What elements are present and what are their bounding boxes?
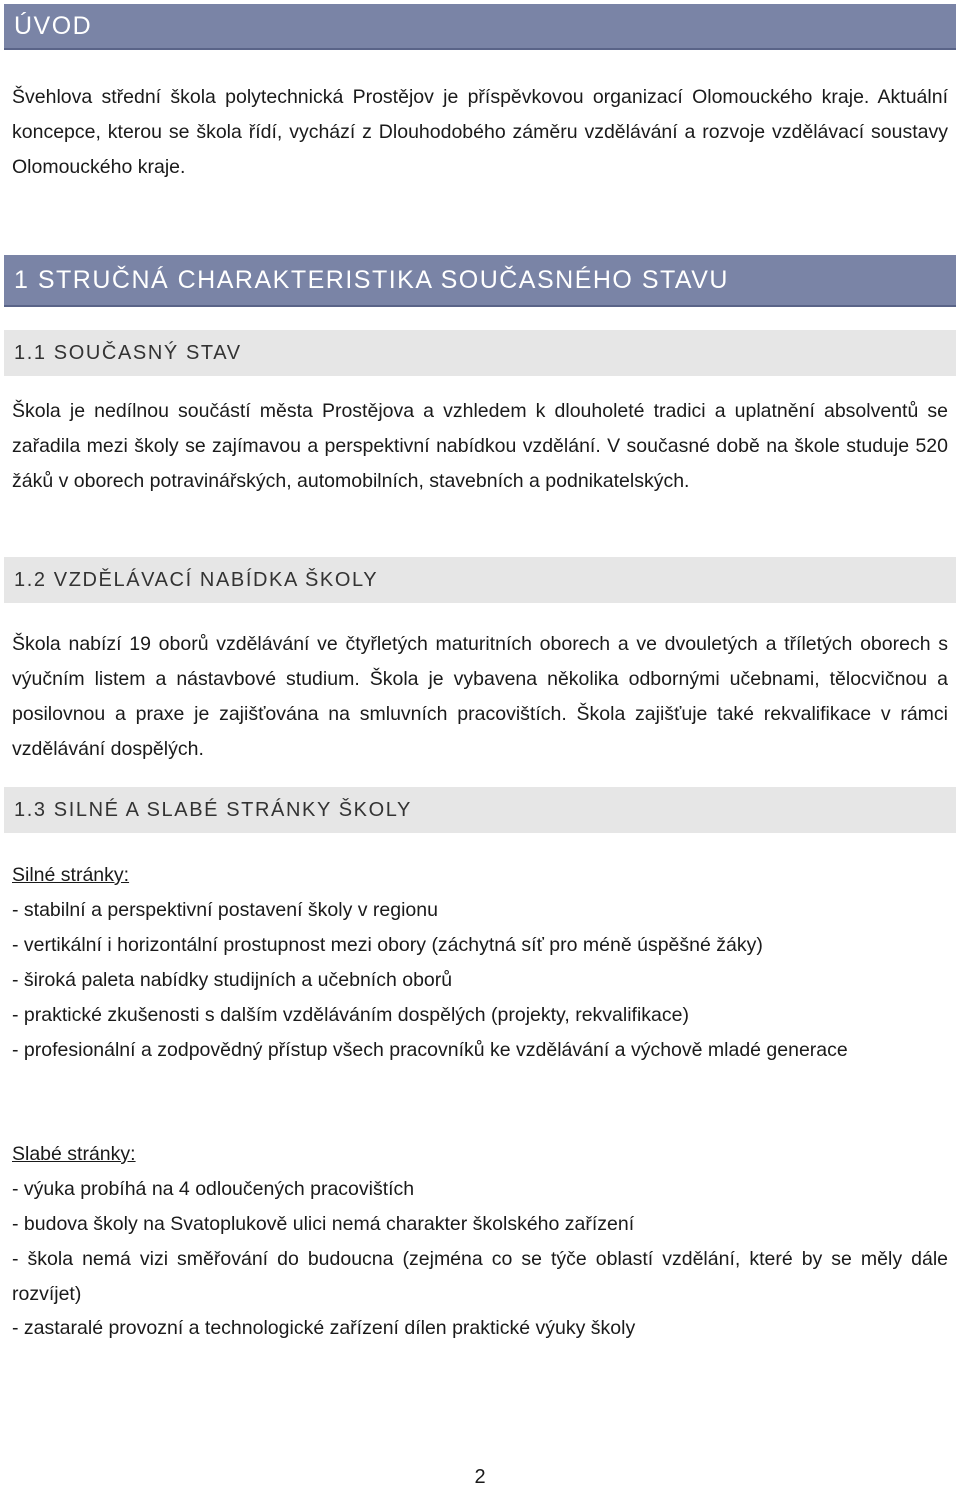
intro-heading: ÚVOD — [14, 11, 93, 40]
section-1-2-paragraph: Škola nabízí 19 oborů vzdělávání ve čtyřletých maturitních oborech a ve dvouletých a tříletých oborech s výučním listem a nástavbové studium. Škola je vybavena několika odbornými učebnami, tělocvičnou a posilovnou a praxe je zajišťována na smluvních pracovištích. Škola zajišťuje také rekvalifikace v rámci vzdělávání dospělých. — [12, 633, 948, 760]
section-1-2-heading: 1.2 VZDĚLÁVACÍ NABÍDKA ŠKOLY — [14, 568, 379, 591]
section-1-2-banner — [4, 557, 956, 603]
chapter-1-banner — [4, 255, 956, 307]
section-1-1-heading: 1.1 SOUČASNÝ STAV — [14, 341, 242, 364]
section-1-3-heading: 1.3 SILNÉ A SLABÉ STRÁNKY ŠKOLY — [14, 798, 412, 821]
weakness-item: - budova školy na Svatoplukově ulici nemá charakter školského zařízení — [12, 1213, 635, 1235]
strength-item: - stabilní a perspektivní postavení školy v regionu — [12, 899, 438, 921]
strength-item: - profesionální a zodpovědný přístup všech pracovníků ke vzdělávání a výchově mladé generace — [12, 1039, 848, 1061]
section-1-1-paragraph: Škola je nedílnou součástí města Prostějova a vzhledem k dlouholeté tradici a uplatnění absolventů se zařadila mezi školy se zajímavou a perspektivní nabídkou vzdělání. V současné době na škole studuje 520 žáků v oborech potravinářských, automobilních, stavebních a podnikatelských. — [12, 400, 948, 492]
strengths-label: Silné stránky: — [12, 864, 130, 886]
intro-banner — [4, 4, 956, 50]
weakness-item: - výuka probíhá na 4 odloučených pracovištích — [12, 1178, 415, 1200]
section-1-1-banner — [4, 330, 956, 376]
chapter-1-heading: 1 STRUČNÁ CHARAKTERISTIKA SOUČASNÉHO STAVU — [14, 265, 729, 294]
strength-item: - praktické zkušenosti s dalším vzděláváním dospělých (projekty, rekvalifikace) — [12, 1004, 689, 1026]
weakness-item: - zastaralé provozní a technologické zařízení dílen praktické výuky školy — [12, 1317, 636, 1339]
strength-item: - široká paleta nabídky studijních a učebních oborů — [12, 969, 453, 991]
intro-paragraph: Švehlova střední škola polytechnická Prostějov je příspěvkovou organizací Olomouckého kraje. Aktuální koncepce, kterou se škola řídí, vychází z Dlouhodobého záměru vzdělávání a rozvoje vzdělávací soustavy Olomouckého kraje. — [12, 86, 948, 178]
weakness-item: - škola nemá vizi směřování do budoucna (zejména co se týče oblastí vzdělání, které by se měly dále rozvíjet) — [12, 1248, 948, 1305]
page-number: 2 — [474, 1466, 486, 1488]
section-1-3-banner — [4, 787, 956, 833]
weaknesses-label: Slabé stránky: — [12, 1143, 136, 1165]
strength-item: - vertikální i horizontální prostupnost mezi obory (záchytná síť pro méně úspěšné žáky) — [12, 934, 763, 956]
